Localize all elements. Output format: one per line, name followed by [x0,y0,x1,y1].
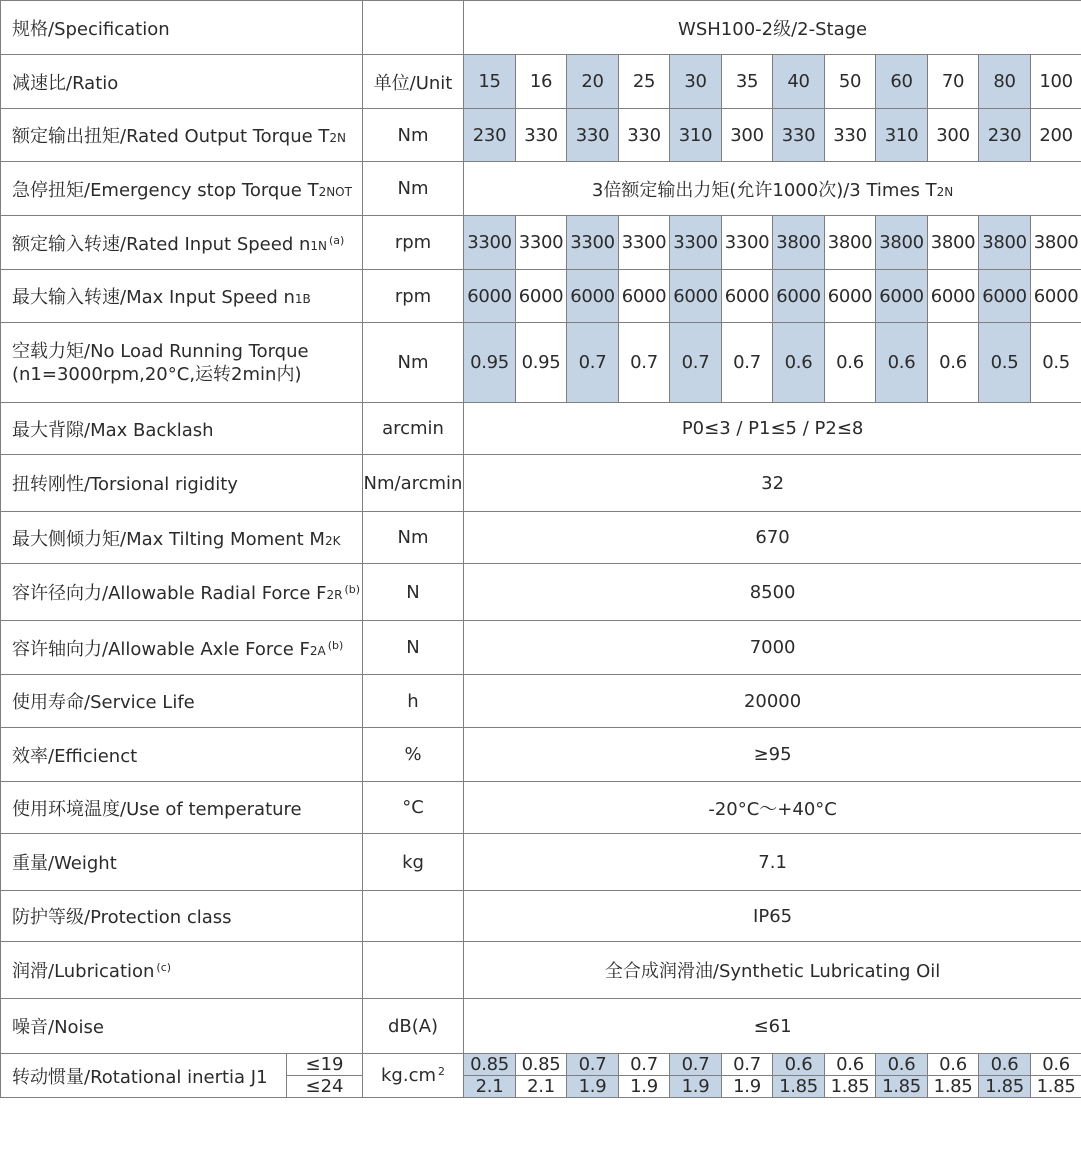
spec-table-body [1,1,1081,1098]
row-label-emergency-stop-torque [1,162,363,216]
value-service-life [464,675,1081,728]
row-label-spec [1,1,363,55]
row-label-use-temperature [1,782,363,834]
unit-weight: kg [363,834,464,891]
value-max-input-speed: 6000 [1031,270,1081,323]
model-name-text: WSH100-2级/2-Stage [678,18,868,40]
value-max-backlash [464,403,1081,455]
inertia-value: 0.7 [567,1054,619,1076]
value-torsional-rigidity [464,455,1081,512]
value-allowable-radial-force [464,564,1081,621]
row-label-lubrication [1,942,363,999]
row-label-no-load-torque [1,323,363,403]
value-lubrication [464,942,1081,999]
ratio-value: 70 [928,55,979,109]
model-name [464,1,1081,55]
label-text: 润滑/Lubrication [12,961,155,982]
inertia-value: 1.9 [619,1076,670,1098]
label-text: 最大背隙/Max Backlash [12,419,214,441]
label-superscript: (b) [327,638,344,652]
row-label-weight [1,834,363,891]
inertia-value: 2.1 [516,1076,567,1098]
row-weight [1,834,1081,891]
value-rated-input-speed: 3300 [619,216,670,270]
row-label-rotational-inertia [1,1054,287,1098]
unit-text: kg.cm [381,1065,437,1086]
value-rated-output-torque: 310 [670,109,722,162]
value-text: 全合成润滑油/Synthetic Lubricating Oil [604,961,941,982]
value-text: 670 [755,527,790,548]
label-superscript: (a) [329,233,345,247]
value-rated-output-torque: 330 [619,109,670,162]
value-subscript: 2N [936,184,954,199]
unit-rotational-inertia [363,1054,464,1098]
value-rated-output-torque: 330 [773,109,825,162]
row-max-tilting-moment [1,512,1081,564]
label-text: 使用环境温度/Use of temperature [12,798,302,820]
value-emergency-stop-torque [464,162,1081,216]
row-label-rated-output-torque [1,109,363,162]
row-noise [1,999,1081,1054]
row-label-max-backlash [1,403,363,455]
unit-max-tilting-moment: Nm [363,512,464,564]
ratio-value: 20 [567,55,619,109]
value-rated-input-speed: 3300 [722,216,773,270]
ratio-value: 50 [825,55,876,109]
row-label-max-tilting-moment [1,512,363,564]
value-rated-output-torque: 310 [876,109,928,162]
unit-torsional-rigidity: Nm/arcmin [363,455,464,512]
value-rated-output-torque: 330 [567,109,619,162]
value-text: 20000 [743,690,802,712]
inertia-value: 0.7 [670,1054,722,1076]
inertia-value: 1.9 [722,1076,773,1098]
value-no-load-torque: 0.7 [722,323,773,403]
value-rated-output-torque: 330 [825,109,876,162]
value-text: IP65 [753,905,793,927]
value-max-input-speed: 6000 [825,270,876,323]
inertia-value: 1.85 [773,1076,825,1098]
value-max-input-speed: 6000 [722,270,773,323]
row-rotational-inertia-1 [1,1054,1081,1076]
ratio-value: 35 [722,55,773,109]
value-max-input-speed: 6000 [773,270,825,323]
value-no-load-torque: 0.6 [876,323,928,403]
value-max-input-speed: 6000 [516,270,567,323]
row-service-life [1,675,1081,728]
value-rated-output-torque: 330 [516,109,567,162]
row-allowable-radial-force [1,564,1081,621]
label-superscript: (b) [344,583,361,596]
label-subscript: 1N [310,238,327,253]
inertia-value: 1.85 [979,1076,1031,1098]
value-max-input-speed: 6000 [928,270,979,323]
value-rated-input-speed: 3300 [464,216,516,270]
inertia-value: 0.6 [979,1054,1031,1076]
unit-max-backlash: arcmin [363,403,464,455]
value-rated-output-torque: 300 [722,109,773,162]
value-no-load-torque: 0.6 [825,323,876,403]
label-text: 使用寿命/Service Life [12,692,195,713]
label-superscript: (c) [156,961,172,974]
label-text: 最大输入转速/Max Input Speed n [12,287,295,308]
row-label-max-input-speed [1,270,363,323]
value-text: -20°C～+40°C [708,798,837,820]
row-label-protection-class [1,891,363,942]
value-max-input-speed: 6000 [876,270,928,323]
label-text: 容许轴向力/Allowable Axle Force F [12,638,310,660]
value-rated-output-torque: 200 [1031,109,1081,162]
unit-emergency-stop-torque: Nm [363,162,464,216]
value-protection-class [464,891,1081,942]
row-rated-output-torque [1,109,1081,162]
inertia-value: 0.6 [928,1054,979,1076]
row-ratio [1,55,1081,109]
ratio-unit-header [363,55,464,109]
label-subscript: 2N [329,131,347,145]
value-no-load-torque: 0.5 [979,323,1031,403]
value-max-input-speed: 6000 [567,270,619,323]
unit-protection-class [363,891,464,942]
unit-use-temperature: °C [363,782,464,834]
value-no-load-torque: 0.95 [516,323,567,403]
label-text: 防护等级/Protection class [12,907,232,928]
inertia-value: 1.85 [825,1076,876,1098]
inertia-value: 0.7 [722,1054,773,1076]
ratio-value: 30 [670,55,722,109]
value-rated-input-speed: 3800 [825,216,876,270]
ratio-value: 25 [619,55,670,109]
inertia-sub-label: ≤19 [287,1054,363,1076]
inertia-value: 1.9 [567,1076,619,1098]
row-lubrication [1,942,1081,999]
row-emergency-stop-torque [1,162,1081,216]
ratio-value: 16 [516,55,567,109]
row-use-temperature [1,782,1081,834]
inertia-sub-label: ≤24 [287,1076,363,1098]
inertia-value: 0.6 [825,1054,876,1076]
value-rated-input-speed: 3800 [1031,216,1081,270]
value-rated-input-speed: 3300 [670,216,722,270]
ratio-value: 60 [876,55,928,109]
unit-superscript: 2 [438,1065,446,1078]
row-label-torsional-rigidity [1,455,363,512]
value-efficiency [464,728,1081,782]
label-text: 最大侧倾力矩/Max Tilting Moment M [12,528,325,550]
unit-noise: dB(A) [363,999,464,1054]
value-use-temperature [464,782,1081,834]
value-rated-output-torque: 230 [979,109,1031,162]
label-text: 急停扭矩/Emergency stop Torque T [12,179,319,201]
inertia-value: 2.1 [464,1076,516,1098]
inertia-value: 0.6 [876,1054,928,1076]
value-rated-input-speed: 3800 [979,216,1031,270]
label-subscript: 2A [309,643,326,658]
value-text: 7.1 [758,851,787,873]
unit-rated-output-torque: Nm [363,109,464,162]
inertia-value: 0.6 [773,1054,825,1076]
label-subscript: 2NOT [318,184,352,199]
row-label-noise [1,999,363,1054]
value-no-load-torque: 0.7 [670,323,722,403]
row-spec [1,1,1081,55]
value-noise [464,999,1081,1054]
unit-no-load-torque: Nm [363,323,464,403]
label-text: 重量/Weight [12,853,117,874]
label-subscript: 2R [326,588,343,602]
unit-text: 单位/Unit [373,72,453,94]
label-subscript: 2K [324,533,341,548]
value-allowable-axle-force [464,621,1081,675]
unit-rated-input-speed: rpm [363,216,464,270]
value-rated-input-speed: 3800 [773,216,825,270]
inertia-value: 1.85 [876,1076,928,1098]
ratio-value: 40 [773,55,825,109]
inertia-value: 1.85 [928,1076,979,1098]
row-label-ratio [1,55,363,109]
value-no-load-torque: 0.5 [1031,323,1081,403]
value-max-input-speed: 6000 [979,270,1031,323]
row-allowable-axle-force [1,621,1081,675]
value-max-input-speed: 6000 [619,270,670,323]
row-efficiency [1,728,1081,782]
unit-allowable-radial-force: N [363,564,464,621]
value-no-load-torque: 0.95 [464,323,516,403]
row-label-rated-input-speed [1,216,363,270]
value-rated-input-speed: 3300 [567,216,619,270]
value-max-tilting-moment [464,512,1081,564]
unit-max-input-speed: rpm [363,270,464,323]
label-text: 减速比/Ratio [12,72,119,94]
label-text: 额定输入转速/Rated Input Speed n [12,233,311,255]
inertia-value: 0.85 [516,1054,567,1076]
value-text: ≥95 [753,744,792,765]
row-max-backlash [1,403,1081,455]
value-weight [464,834,1081,891]
value-no-load-torque: 0.7 [567,323,619,403]
label-text: 容许径向力/Allowable Radial Force F [12,583,327,604]
inertia-value: 0.7 [619,1054,670,1076]
value-text: 8500 [749,581,796,603]
row-max-input-speed [1,270,1081,323]
value-text: P0≤3 / P1≤5 / P2≤8 [681,418,864,439]
row-label-efficiency [1,728,363,782]
label-text: 规格/Specification [12,18,170,40]
value-rated-input-speed: 3300 [516,216,567,270]
value-text: 7000 [749,637,796,658]
label-subscript: 1B [294,292,311,306]
label-text: 空载力矩/No Load Running Torque [12,340,309,362]
label-text-line2: (n1=3000rpm,20°C,运转2min内) [12,363,302,385]
row-protection-class [1,891,1081,942]
row-label-service-life [1,675,363,728]
row-label-allowable-axle-force [1,621,363,675]
value-no-load-torque: 0.6 [928,323,979,403]
unit-lubrication [363,942,464,999]
value-max-input-speed: 6000 [464,270,516,323]
ratio-value: 80 [979,55,1031,109]
row-no-load-torque [1,323,1081,403]
unit-service-life: h [363,675,464,728]
inertia-value: 0.85 [464,1054,516,1076]
row-label-allowable-radial-force [1,564,363,621]
value-no-load-torque: 0.7 [619,323,670,403]
label-text: 转动惯量/Rotational inertia J1 [12,1066,268,1088]
inertia-value: 0.6 [1031,1054,1081,1076]
value-rated-input-speed: 3800 [928,216,979,270]
value-rated-output-torque: 300 [928,109,979,162]
value-text: 32 [761,472,785,494]
inertia-value: 1.9 [670,1076,722,1098]
ratio-value: 15 [464,55,516,109]
value-rated-input-speed: 3800 [876,216,928,270]
value-text: 3倍额定输出力矩(允许1000次)/3 Times T [591,179,937,201]
label-text: 噪音/Noise [12,1017,104,1038]
row-rated-input-speed [1,216,1081,270]
spec-unit-empty [363,1,464,55]
value-no-load-torque: 0.6 [773,323,825,403]
ratio-value: 100 [1031,55,1081,109]
value-text: ≤61 [753,1015,792,1037]
label-text: 效率/Efficienct [12,745,138,767]
inertia-value: 1.85 [1031,1076,1081,1098]
row-torsional-rigidity [1,455,1081,512]
value-max-input-speed: 6000 [670,270,722,323]
label-text: 扭转刚性/Torsional rigidity [12,474,238,495]
unit-efficiency: % [363,728,464,782]
label-text: 额定输出扭矩/Rated Output Torque T [12,126,330,147]
value-rated-output-torque: 230 [464,109,516,162]
unit-allowable-axle-force: N [363,621,464,675]
